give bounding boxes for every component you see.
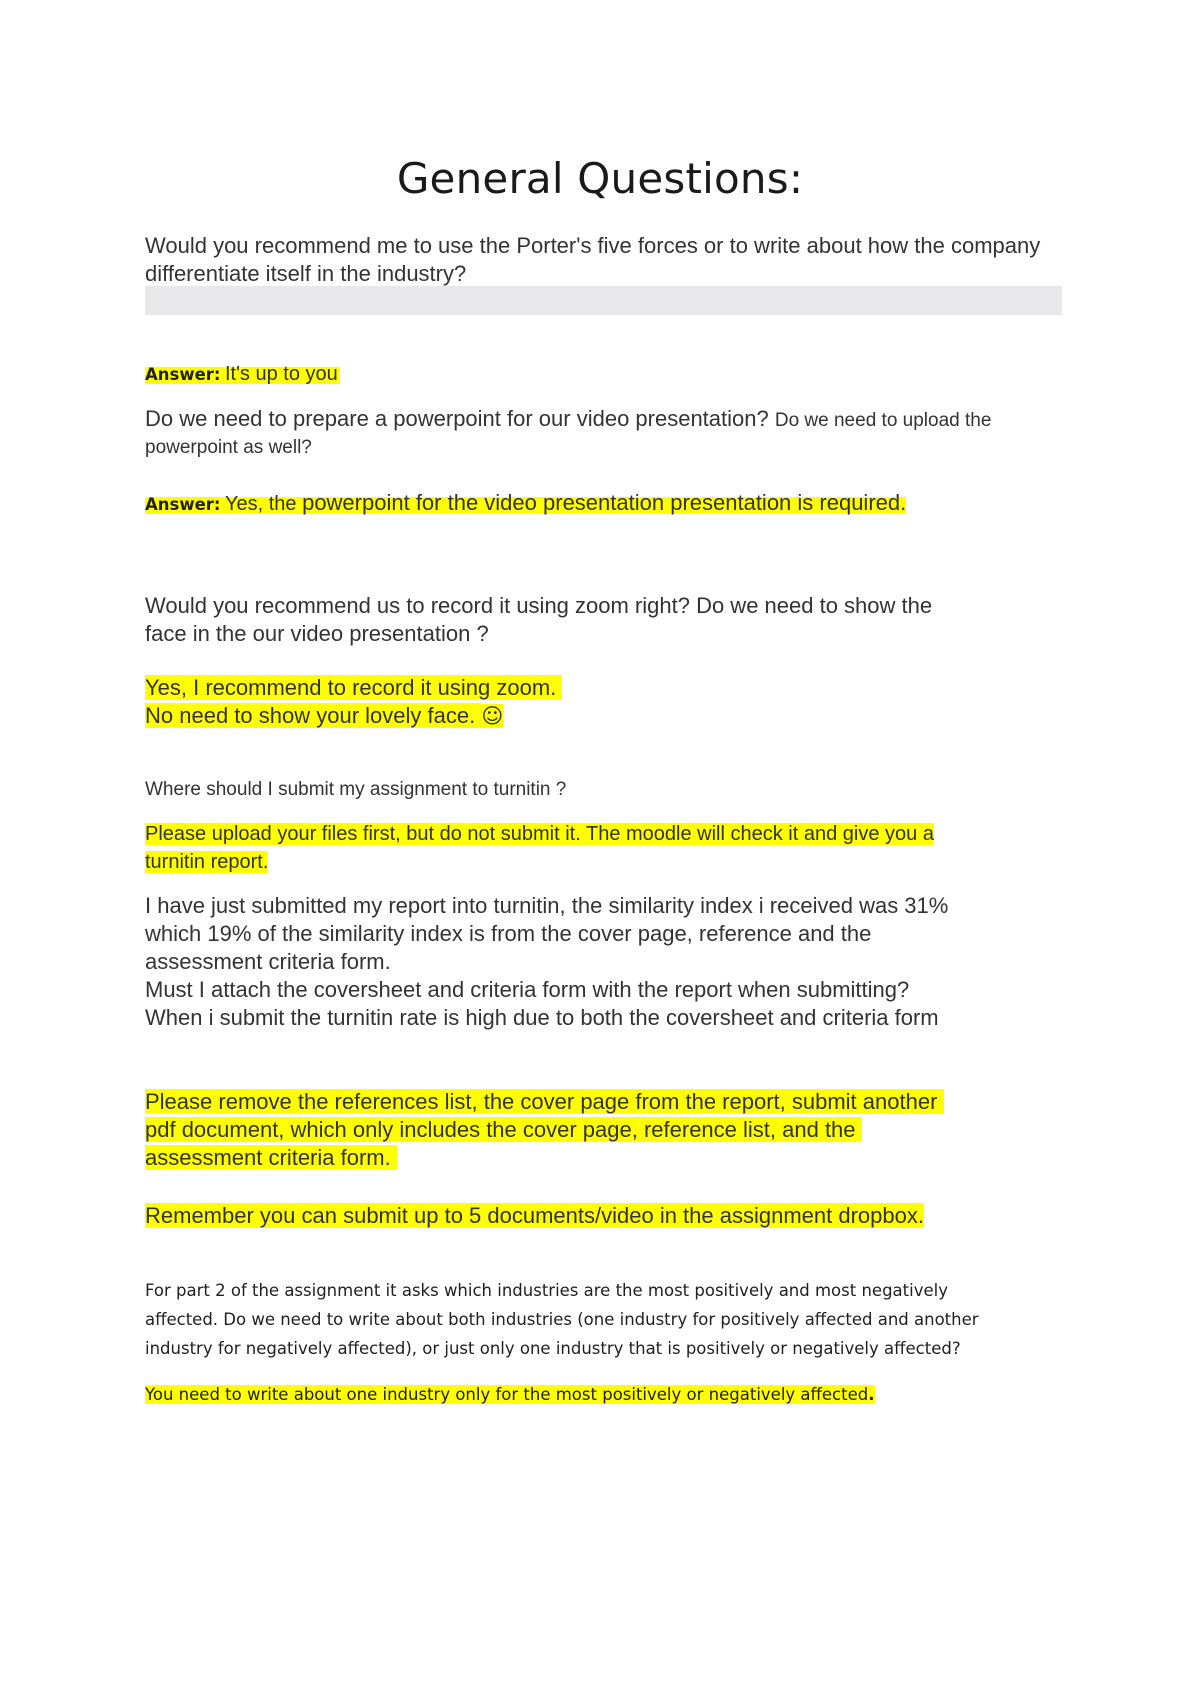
question-5-line-3: assessment criteria form.: [145, 949, 391, 974]
answer-3-line-1: Yes, I recommend to record it using zoom.: [145, 675, 557, 700]
question-6: [145, 1276, 1080, 1363]
question-6-line-2: affected. Do we need to write about both industries (one industry for positively affected and another: [145, 1310, 979, 1329]
answer-5-line-2: pdf document, which only includes the cover page, reference list, and the: [145, 1117, 856, 1142]
question-2-part1: Do we need to prepare a powerpoint for our video presentation?: [145, 406, 775, 431]
question-3: [145, 592, 1065, 648]
question-6-line-1: For part 2 of the assignment it asks which industries are the most positively and most negatively: [145, 1281, 948, 1300]
answer-4-line-2: turnitin report.: [145, 851, 269, 873]
question-1-text: Would you recommend me to use the Porter's five forces or to write about how the company differentiate itself in the industry?: [145, 233, 1041, 286]
question-6-line-3: industry for negatively affected), or just only one industry that is positively or negatively affected?: [145, 1339, 961, 1358]
answer-4: [145, 820, 1065, 876]
page-title: General Questions:: [396, 154, 804, 203]
answer-5-line-1: Please remove the references list, the cover page from the report, submit another: [145, 1089, 938, 1114]
smiley-icon: ☺: [481, 704, 504, 728]
question-4: [145, 777, 1065, 804]
answer-5: [145, 1088, 1065, 1172]
answer-1: [145, 361, 1065, 389]
answer-4-line-1: Please upload your files first, but do not submit it. The moodle will check it and give you a: [145, 823, 934, 845]
question-5-line-2: which 19% of the similarity index is from the cover page, reference and the: [145, 921, 872, 946]
question-5-line-5: When i submit the turnitin rate is high due to both the coversheet and criteria form: [145, 1005, 939, 1030]
question-3-line-2: face in the our video presentation ?: [145, 621, 489, 646]
gray-shaded-bar: [145, 286, 1062, 315]
question-3-line-1: Would you recommend us to record it using zoom right? Do we need to show the: [145, 593, 933, 618]
question-4-text: Where should I submit my assignment to turnitin ?: [145, 779, 567, 800]
answer-6-text: You need to write about one industry only for the most positively or negatively affected: [145, 1385, 869, 1404]
question-2: [145, 405, 1065, 462]
answer-1-label: Answer:: [145, 365, 221, 384]
answer-6-end: .: [868, 1385, 875, 1404]
answer-5b-text: Remember you can submit up to 5 documents/video in the assignment dropbox.: [145, 1203, 924, 1228]
answer-2: [145, 489, 1065, 520]
question-5-line-1: I have just submitted my report into turnitin, the similarity index i received was 31%: [145, 893, 949, 918]
answer-2-part2: powerpoint for the video presentation presentation is required.: [302, 490, 907, 515]
answer-6: [145, 1380, 1080, 1409]
answer-5b: [145, 1202, 1065, 1230]
answer-2-label: Answer:: [145, 495, 221, 514]
question-2-part2: Do we need to upload the powerpoint as well?: [145, 410, 992, 458]
question-5: [145, 892, 1065, 1032]
answer-2-part1: Yes, the: [224, 493, 303, 515]
answer-3: [145, 674, 1065, 730]
question-5-line-4: Must I attach the coversheet and criteria form with the report when submitting?: [145, 977, 910, 1002]
answer-1-text: It's up to you: [224, 363, 338, 385]
question-1: [145, 232, 1065, 288]
answer-3-line-2: No need to show your lovely face.: [145, 703, 476, 728]
answer-5-line-3: assessment criteria form.: [145, 1145, 391, 1170]
